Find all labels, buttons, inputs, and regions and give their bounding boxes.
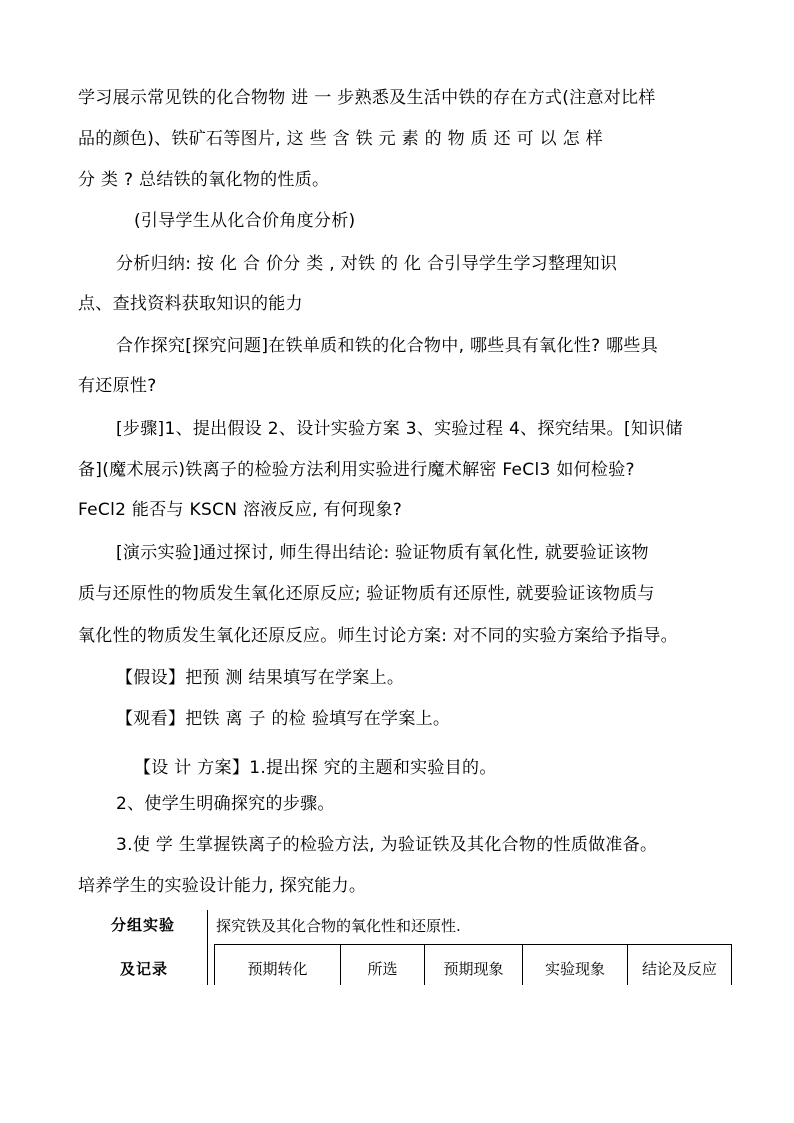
- table-intro: 探究铁及其化合物的氧化性和还原性.: [216, 917, 461, 935]
- row-label: 分组实验: [111, 916, 176, 934]
- row-label: 及记录: [120, 960, 169, 978]
- table-header-cell: 所选: [367, 960, 398, 978]
- text-line: 学习展示常见铁的化合物物 进 一 步熟悉及生活中铁的存在方式(注意对比样: [78, 88, 656, 108]
- table-header-cell: 实验现象: [544, 960, 605, 978]
- text-line: 【设 计 方案】1.提出探 究的主题和实验目的。: [134, 758, 497, 778]
- text-line: 品的颜色)、铁矿石等图片, 这 些 含 铁 元 素 的 物 质 还 可 以 怎 样: [78, 129, 603, 149]
- text-line: 质与还原性的物质发生氧化还原反应; 验证物质有还原性, 就要验证该物质与: [78, 584, 655, 604]
- text-line: FeCl2 能否与 KSCN 溶液反应, 有何现象?: [78, 500, 403, 520]
- text-line: 备](魔术展示)铁离子的检验方法利用实验进行魔术解密 FeCl3 如何检验?: [78, 460, 635, 480]
- table-header-cell: 预期转化: [247, 960, 308, 978]
- table-border: [731, 944, 732, 985]
- table-header-cell: 预期现象: [443, 960, 504, 978]
- text-line: 培养学生的实验设计能力, 探究能力。: [78, 876, 367, 896]
- text-line: 点、查找资料获取知识的能力: [78, 294, 303, 314]
- table-header-cell: 结论及反应: [641, 960, 717, 978]
- text-line: (引导学生从化合价角度分析): [134, 211, 356, 231]
- text-line: 有还原性?: [78, 376, 157, 396]
- text-line: 氧化性的物质发生氧化还原反应。师生讨论方案: 对不同的实验方案给予指导。: [78, 626, 678, 646]
- text-line: [演示实验]通过探讨, 师生得出结论: 验证物质有氧化性, 就要验证该物: [116, 543, 649, 563]
- text-line: 3.使 学 生掌握铁离子的检验方法, 为验证铁及其化合物的性质做准备。: [116, 835, 658, 855]
- text-line: 【假设】把预 测 结果填写在学案上。: [116, 668, 405, 688]
- text-line: [步骤]1、提出假设 2、设计实验方案 3、实验过程 4、探究结果。[知识储: [116, 419, 683, 439]
- table-divider: [207, 910, 208, 985]
- text-line: 2、使学生明确探究的步骤。: [116, 794, 335, 814]
- text-line: 分 类 ? 总结铁的氧化物的性质。: [78, 170, 330, 190]
- table-border: [214, 944, 732, 945]
- text-line: 【观看】把铁 离 子 的检 验填写在学案上。: [116, 709, 451, 729]
- text-line: 分析归纳: 按 化 合 价分 类 , 对铁 的 化 合引导学生学习整理知识: [116, 254, 618, 274]
- text-line: 合作探究[探究问题]在铁单质和铁的化合物中, 哪些具有氧化性? 哪些具: [116, 336, 658, 356]
